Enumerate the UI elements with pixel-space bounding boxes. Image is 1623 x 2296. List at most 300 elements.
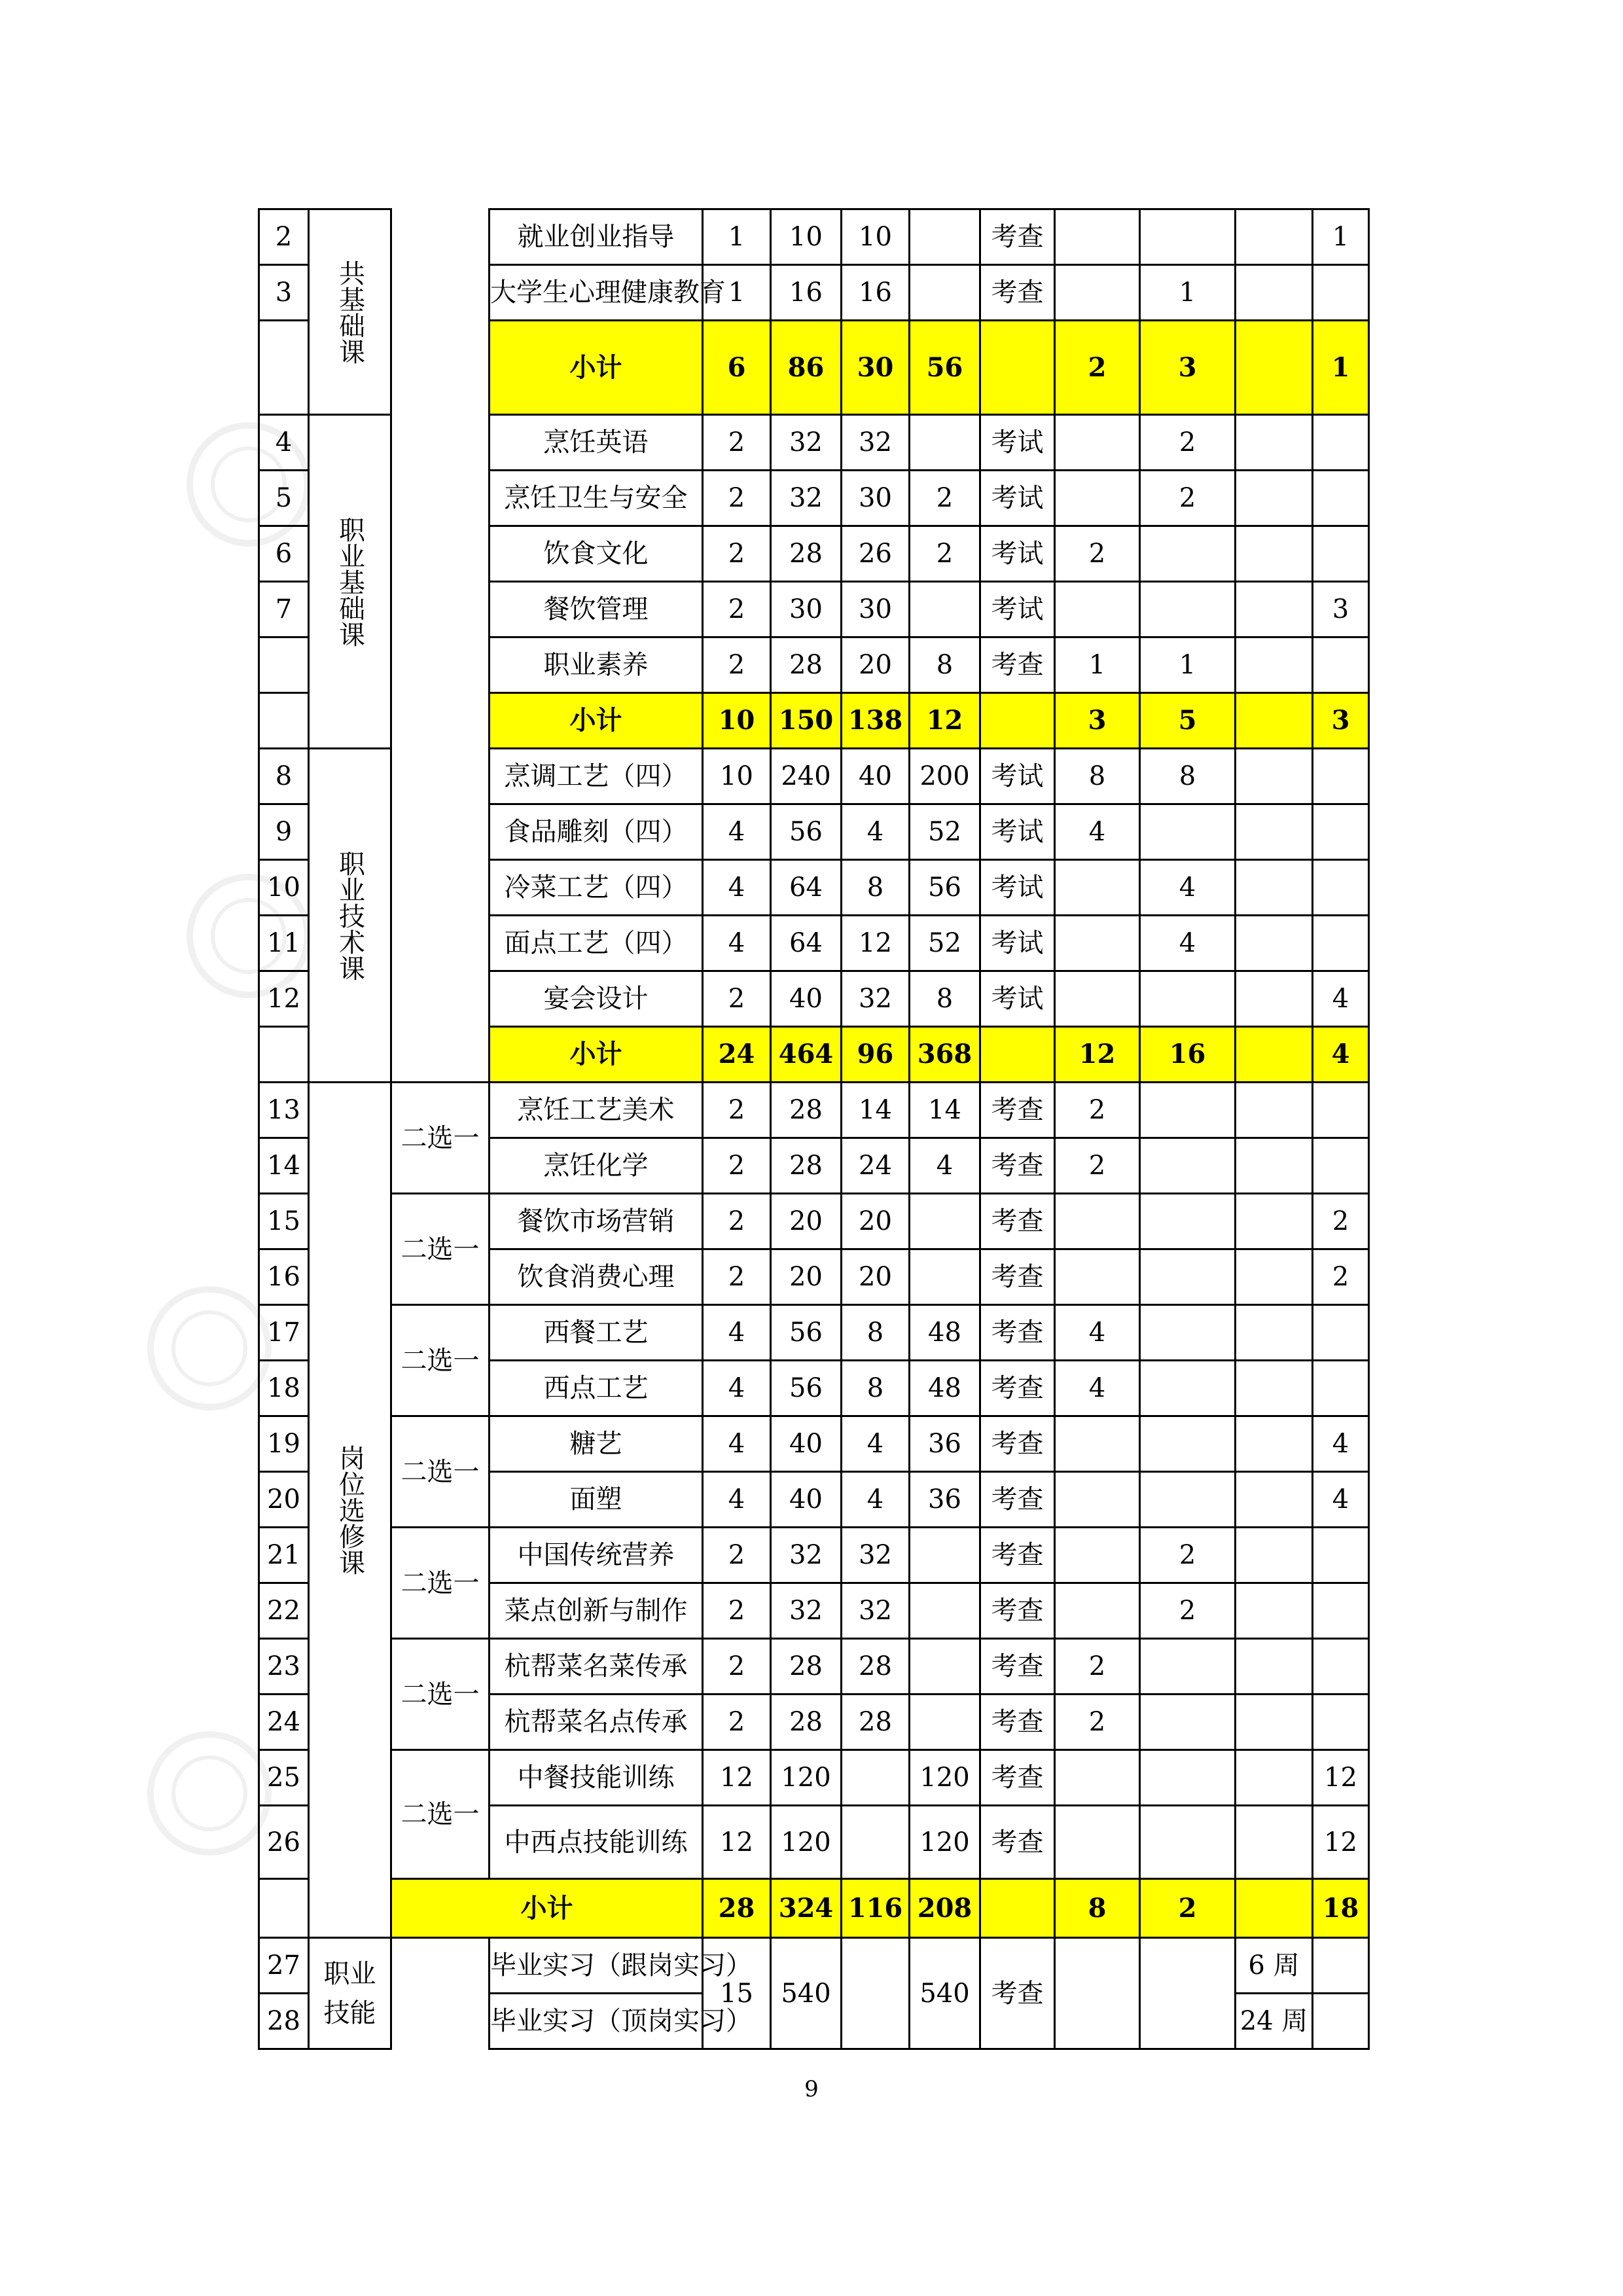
practice-hours: 14 xyxy=(910,1083,980,1138)
semester-3 xyxy=(1236,693,1313,749)
course-name: 饮食消费心理 xyxy=(490,1249,703,1305)
semester-4: 3 xyxy=(1313,693,1369,749)
semester-4: 1 xyxy=(1313,209,1369,265)
semester-4 xyxy=(1313,749,1369,804)
semester-1: 2 xyxy=(1055,1083,1140,1138)
course-name: 烹饪英语 xyxy=(490,415,703,471)
semester-3 xyxy=(1236,471,1313,526)
practice-hours: 120 xyxy=(910,1750,980,1806)
total-hours: 10 xyxy=(771,209,842,265)
subtotal-row xyxy=(259,1879,1369,1938)
choice-group-label: 二选一 xyxy=(391,1194,490,1305)
semester-2: 2 xyxy=(1140,415,1236,471)
practice-hours xyxy=(910,1194,980,1249)
row-number: 24 xyxy=(259,1695,309,1750)
practice-hours: 56 xyxy=(910,860,980,916)
course-name: 杭帮菜名菜传承 xyxy=(490,1639,703,1695)
assessment: 考查 xyxy=(980,1806,1055,1879)
semester-3: 24 周 xyxy=(1236,1994,1313,2049)
theory-hours: 32 xyxy=(842,1583,910,1639)
credits: 12 xyxy=(703,1806,771,1879)
total-hours: 28 xyxy=(771,1695,842,1750)
semester-4: 12 xyxy=(1313,1750,1369,1806)
credits: 1 xyxy=(703,209,771,265)
semester-4 xyxy=(1313,471,1369,526)
course-name: 中国传统营养 xyxy=(490,1528,703,1583)
credits: 2 xyxy=(703,1249,771,1305)
theory-hours xyxy=(842,1750,910,1806)
table-row xyxy=(259,1938,1369,1994)
total-hours: 32 xyxy=(771,415,842,471)
row-number: 4 xyxy=(259,415,309,471)
practice-hours: 8 xyxy=(910,971,980,1027)
course-name: 大学生心理健康教育 xyxy=(490,265,703,321)
course-name: 杭帮菜名点传承 xyxy=(490,1695,703,1750)
semester-3 xyxy=(1236,1528,1313,1583)
credits: 2 xyxy=(703,971,771,1027)
semester-1 xyxy=(1055,860,1140,916)
credits: 2 xyxy=(703,471,771,526)
theory-hours: 20 xyxy=(842,1194,910,1249)
semester-1 xyxy=(1055,1750,1140,1806)
semester-1: 4 xyxy=(1055,804,1140,860)
semester-1: 2 xyxy=(1055,1138,1140,1194)
semester-3 xyxy=(1236,916,1313,971)
semester-1: 12 xyxy=(1055,1027,1140,1083)
assessment: 考查 xyxy=(980,1750,1055,1806)
semester-1 xyxy=(1055,1938,1140,2049)
theory-hours: 8 xyxy=(842,1305,910,1361)
semester-4: 3 xyxy=(1313,582,1369,637)
theory-hours xyxy=(842,1806,910,1879)
semester-2 xyxy=(1140,1416,1236,1472)
semester-4 xyxy=(1313,1994,1369,2049)
semester-1 xyxy=(1055,1416,1140,1472)
credits: 24 xyxy=(703,1027,771,1083)
total-hours: 28 xyxy=(771,1138,842,1194)
semester-4: 4 xyxy=(1313,1472,1369,1528)
row-number xyxy=(259,637,309,693)
total-hours: 28 xyxy=(771,526,842,582)
practice-hours: 2 xyxy=(910,471,980,526)
table-row xyxy=(259,1750,1369,1806)
credits: 2 xyxy=(703,1639,771,1695)
semester-3 xyxy=(1236,1695,1313,1750)
assessment: 考试 xyxy=(980,971,1055,1027)
gap-cell xyxy=(391,415,490,749)
table-row xyxy=(259,749,1369,804)
theory-hours: 20 xyxy=(842,637,910,693)
credits: 2 xyxy=(703,582,771,637)
gap-cell xyxy=(391,209,490,415)
credits: 4 xyxy=(703,1472,771,1528)
practice-hours xyxy=(910,1583,980,1639)
row-number: 25 xyxy=(259,1750,309,1806)
assessment: 考试 xyxy=(980,749,1055,804)
watermark-seal-4 xyxy=(144,1728,275,1859)
total-hours: 56 xyxy=(771,1361,842,1416)
choice-group-label: 二选一 xyxy=(391,1305,490,1416)
semester-3: 6 周 xyxy=(1236,1938,1313,1994)
semester-2: 1 xyxy=(1140,637,1236,693)
semester-1: 2 xyxy=(1055,1695,1140,1750)
theory-hours: 10 xyxy=(842,209,910,265)
practice-hours: 12 xyxy=(910,693,980,749)
semester-3 xyxy=(1236,860,1313,916)
course-name: 毕业实习（顶岗实习） xyxy=(490,1994,703,2049)
section-label: 共基础课 xyxy=(309,209,391,415)
row-number: 12 xyxy=(259,971,309,1027)
practice-hours xyxy=(910,1695,980,1750)
table-row xyxy=(259,1083,1369,1138)
semester-4 xyxy=(1313,804,1369,860)
assessment: 考查 xyxy=(980,1083,1055,1138)
semester-2: 4 xyxy=(1140,916,1236,971)
theory-hours: 40 xyxy=(842,749,910,804)
course-name: 糖艺 xyxy=(490,1416,703,1472)
assessment: 考试 xyxy=(980,471,1055,526)
semester-2: 8 xyxy=(1140,749,1236,804)
assessment xyxy=(980,321,1055,415)
semester-3 xyxy=(1236,1806,1313,1879)
theory-hours: 96 xyxy=(842,1027,910,1083)
assessment: 考查 xyxy=(980,1249,1055,1305)
practice-hours: 48 xyxy=(910,1305,980,1361)
credits: 2 xyxy=(703,1695,771,1750)
table-row xyxy=(259,1305,1369,1361)
semester-4 xyxy=(1313,1639,1369,1695)
course-name: 饮食文化 xyxy=(490,526,703,582)
course-name: 餐饮管理 xyxy=(490,582,703,637)
theory-hours: 14 xyxy=(842,1083,910,1138)
semester-3 xyxy=(1236,1305,1313,1361)
total-hours: 32 xyxy=(771,1583,842,1639)
row-number: 13 xyxy=(259,1083,309,1138)
row-number: 5 xyxy=(259,471,309,526)
semester-4 xyxy=(1313,1305,1369,1361)
theory-hours: 12 xyxy=(842,916,910,971)
theory-hours: 32 xyxy=(842,415,910,471)
semester-3 xyxy=(1236,1361,1313,1416)
assessment: 考试 xyxy=(980,582,1055,637)
semester-4: 4 xyxy=(1313,971,1369,1027)
row-number: 26 xyxy=(259,1806,309,1879)
row-number: 16 xyxy=(259,1249,309,1305)
section-label xyxy=(309,1938,391,2049)
section-label: 职业技术课 xyxy=(309,749,391,1083)
course-name: 食品雕刻（四） xyxy=(490,804,703,860)
theory-hours: 30 xyxy=(842,321,910,415)
semester-2: 16 xyxy=(1140,1027,1236,1083)
semester-2: 2 xyxy=(1140,471,1236,526)
total-hours: 16 xyxy=(771,265,842,321)
semester-2 xyxy=(1140,1639,1236,1695)
course-name: 西餐工艺 xyxy=(490,1305,703,1361)
semester-1 xyxy=(1055,1249,1140,1305)
semester-4 xyxy=(1313,526,1369,582)
semester-2 xyxy=(1140,1249,1236,1305)
semester-1 xyxy=(1055,1583,1140,1639)
semester-2 xyxy=(1140,1695,1236,1750)
credits: 12 xyxy=(703,1750,771,1806)
row-number xyxy=(259,693,309,749)
total-hours: 540 xyxy=(771,1938,842,2049)
semester-2 xyxy=(1140,1194,1236,1249)
row-number: 23 xyxy=(259,1639,309,1695)
semester-1 xyxy=(1055,415,1140,471)
course-name: 中餐技能训练 xyxy=(490,1750,703,1806)
subtotal-label: 小计 xyxy=(490,693,703,749)
semester-4 xyxy=(1313,265,1369,321)
row-number: 6 xyxy=(259,526,309,582)
semester-3 xyxy=(1236,1879,1313,1938)
theory-hours: 30 xyxy=(842,582,910,637)
practice-hours: 52 xyxy=(910,916,980,971)
credits: 2 xyxy=(703,1194,771,1249)
semester-3 xyxy=(1236,1472,1313,1528)
course-name: 冷菜工艺（四） xyxy=(490,860,703,916)
total-hours: 120 xyxy=(771,1806,842,1879)
theory-hours: 116 xyxy=(842,1879,910,1938)
row-number: 9 xyxy=(259,804,309,860)
section-label-line2: 技能 xyxy=(323,1998,376,2028)
row-number: 21 xyxy=(259,1528,309,1583)
semester-3 xyxy=(1236,971,1313,1027)
semester-2 xyxy=(1140,1806,1236,1879)
course-name: 烹饪工艺美术 xyxy=(490,1083,703,1138)
semester-3 xyxy=(1236,265,1313,321)
semester-1: 2 xyxy=(1055,526,1140,582)
row-number: 2 xyxy=(259,209,309,265)
total-hours: 28 xyxy=(771,1639,842,1695)
assessment: 考查 xyxy=(980,1639,1055,1695)
semester-2: 2 xyxy=(1140,1528,1236,1583)
practice-hours xyxy=(910,209,980,265)
practice-hours: 208 xyxy=(910,1879,980,1938)
row-number: 20 xyxy=(259,1472,309,1528)
table-row xyxy=(259,209,1369,265)
credits: 2 xyxy=(703,1528,771,1583)
semester-2 xyxy=(1140,804,1236,860)
assessment: 考查 xyxy=(980,1528,1055,1583)
practice-hours: 2 xyxy=(910,526,980,582)
semester-2 xyxy=(1140,971,1236,1027)
credits: 2 xyxy=(703,415,771,471)
choice-group-label: 二选一 xyxy=(391,1083,490,1194)
practice-hours xyxy=(910,582,980,637)
semester-1: 4 xyxy=(1055,1305,1140,1361)
course-name: 餐饮市场营销 xyxy=(490,1194,703,1249)
semester-2: 4 xyxy=(1140,860,1236,916)
semester-3 xyxy=(1236,415,1313,471)
practice-hours: 36 xyxy=(910,1472,980,1528)
semester-1 xyxy=(1055,582,1140,637)
semester-4 xyxy=(1313,860,1369,916)
total-hours: 28 xyxy=(771,1083,842,1138)
row-number: 15 xyxy=(259,1194,309,1249)
theory-hours: 8 xyxy=(842,860,910,916)
page-number: 9 xyxy=(804,2076,819,2102)
semester-3 xyxy=(1236,1249,1313,1305)
total-hours: 56 xyxy=(771,1305,842,1361)
table-row xyxy=(259,1416,1369,1472)
theory-hours: 28 xyxy=(842,1695,910,1750)
assessment: 考试 xyxy=(980,415,1055,471)
total-hours: 20 xyxy=(771,1249,842,1305)
semester-4: 12 xyxy=(1313,1806,1369,1879)
course-name: 烹饪卫生与安全 xyxy=(490,471,703,526)
total-hours: 120 xyxy=(771,1750,842,1806)
semester-1: 2 xyxy=(1055,321,1140,415)
row-number: 7 xyxy=(259,582,309,637)
total-hours: 324 xyxy=(771,1879,842,1938)
semester-1 xyxy=(1055,1194,1140,1249)
semester-2 xyxy=(1140,526,1236,582)
assessment: 考查 xyxy=(980,1583,1055,1639)
semester-3 xyxy=(1236,1583,1313,1639)
semester-1 xyxy=(1055,471,1140,526)
semester-3 xyxy=(1236,637,1313,693)
total-hours: 150 xyxy=(771,693,842,749)
theory-hours: 4 xyxy=(842,804,910,860)
semester-1 xyxy=(1055,209,1140,265)
subtotal-label: 小计 xyxy=(391,1879,703,1938)
row-number: 3 xyxy=(259,265,309,321)
semester-3 xyxy=(1236,1639,1313,1695)
assessment: 考查 xyxy=(980,1416,1055,1472)
row-number: 10 xyxy=(259,860,309,916)
section-label: 职业基础课 xyxy=(309,415,391,749)
practice-hours: 368 xyxy=(910,1027,980,1083)
total-hours: 40 xyxy=(771,971,842,1027)
gap-cell xyxy=(391,749,490,1083)
credits: 10 xyxy=(703,693,771,749)
semester-2: 5 xyxy=(1140,693,1236,749)
section-label: 岗位选修课 xyxy=(309,1083,391,1938)
row-number xyxy=(259,1879,309,1938)
theory-hours: 4 xyxy=(842,1472,910,1528)
assessment: 考查 xyxy=(980,1361,1055,1416)
semester-2: 2 xyxy=(1140,1879,1236,1938)
theory-hours: 32 xyxy=(842,1528,910,1583)
curriculum-table xyxy=(258,208,1370,2050)
watermark-seal-3 xyxy=(144,1283,275,1414)
assessment: 考查 xyxy=(980,1938,1055,2049)
course-name: 西点工艺 xyxy=(490,1361,703,1416)
credits: 4 xyxy=(703,1361,771,1416)
assessment: 考查 xyxy=(980,1305,1055,1361)
semester-2 xyxy=(1140,1472,1236,1528)
choice-group-label: 二选一 xyxy=(391,1750,490,1879)
credits: 2 xyxy=(703,1083,771,1138)
credits: 2 xyxy=(703,1583,771,1639)
semester-2 xyxy=(1140,582,1236,637)
semester-2 xyxy=(1140,1750,1236,1806)
assessment: 考查 xyxy=(980,637,1055,693)
semester-1 xyxy=(1055,265,1140,321)
theory-hours xyxy=(842,1938,910,2049)
semester-4 xyxy=(1313,1695,1369,1750)
credits: 10 xyxy=(703,749,771,804)
theory-hours: 32 xyxy=(842,971,910,1027)
semester-3 xyxy=(1236,804,1313,860)
semester-1: 2 xyxy=(1055,1639,1140,1695)
semester-3 xyxy=(1236,1138,1313,1194)
total-hours: 86 xyxy=(771,321,842,415)
gap-cell xyxy=(391,1938,490,2049)
theory-hours: 30 xyxy=(842,471,910,526)
course-name: 中西点技能训练 xyxy=(490,1806,703,1879)
practice-hours xyxy=(910,1528,980,1583)
semester-2 xyxy=(1140,1138,1236,1194)
total-hours: 30 xyxy=(771,582,842,637)
theory-hours: 16 xyxy=(842,265,910,321)
credits: 4 xyxy=(703,860,771,916)
total-hours: 20 xyxy=(771,1194,842,1249)
practice-hours: 120 xyxy=(910,1806,980,1879)
practice-hours: 36 xyxy=(910,1416,980,1472)
semester-1: 3 xyxy=(1055,693,1140,749)
practice-hours: 52 xyxy=(910,804,980,860)
total-hours: 64 xyxy=(771,860,842,916)
semester-4: 4 xyxy=(1313,1416,1369,1472)
choice-group-label: 二选一 xyxy=(391,1639,490,1750)
table-row xyxy=(259,1639,1369,1695)
course-name: 面塑 xyxy=(490,1472,703,1528)
semester-1: 1 xyxy=(1055,637,1140,693)
theory-hours: 28 xyxy=(842,1639,910,1695)
credits: 4 xyxy=(703,804,771,860)
course-name: 宴会设计 xyxy=(490,971,703,1027)
assessment: 考查 xyxy=(980,1695,1055,1750)
practice-hours: 8 xyxy=(910,637,980,693)
assessment: 考试 xyxy=(980,860,1055,916)
theory-hours: 8 xyxy=(842,1361,910,1416)
row-number: 19 xyxy=(259,1416,309,1472)
total-hours: 56 xyxy=(771,804,842,860)
credits: 6 xyxy=(703,321,771,415)
assessment: 考查 xyxy=(980,209,1055,265)
total-hours: 64 xyxy=(771,916,842,971)
theory-hours: 4 xyxy=(842,1416,910,1472)
semester-1 xyxy=(1055,916,1140,971)
row-number: 17 xyxy=(259,1305,309,1361)
practice-hours: 4 xyxy=(910,1138,980,1194)
total-hours: 40 xyxy=(771,1416,842,1472)
practice-hours: 200 xyxy=(910,749,980,804)
semester-2 xyxy=(1140,1361,1236,1416)
credits: 1 xyxy=(703,265,771,321)
total-hours: 32 xyxy=(771,471,842,526)
semester-4 xyxy=(1313,1583,1369,1639)
course-name: 就业创业指导 xyxy=(490,209,703,265)
semester-4 xyxy=(1313,637,1369,693)
assessment xyxy=(980,1027,1055,1083)
course-name: 菜点创新与制作 xyxy=(490,1583,703,1639)
semester-1 xyxy=(1055,971,1140,1027)
course-name: 职业素养 xyxy=(490,637,703,693)
table-row xyxy=(259,1194,1369,1249)
semester-1: 8 xyxy=(1055,1879,1140,1938)
semester-3 xyxy=(1236,1416,1313,1472)
semester-4 xyxy=(1313,1938,1369,1994)
semester-4 xyxy=(1313,415,1369,471)
semester-1 xyxy=(1055,1472,1140,1528)
semester-3 xyxy=(1236,1194,1313,1249)
credits: 4 xyxy=(703,1305,771,1361)
credits: 2 xyxy=(703,526,771,582)
practice-hours xyxy=(910,415,980,471)
